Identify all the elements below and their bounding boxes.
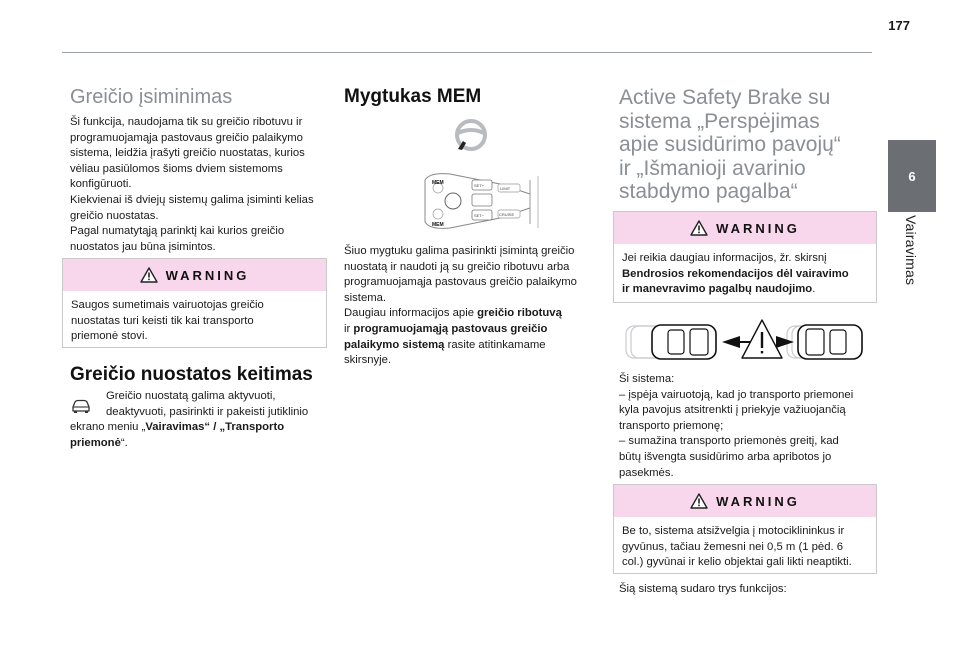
body-line: ir programuojamąją pastovaus greičio bbox=[344, 322, 548, 335]
body-line: Kiekvienai iš dviejų sistemų galima įsiminti kelias bbox=[70, 193, 314, 206]
front-car bbox=[798, 325, 862, 359]
warning-line: Be to, sistema atsižvelgia į motociklininkus ir bbox=[622, 525, 845, 537]
warning-box bbox=[62, 258, 327, 348]
warning-header bbox=[614, 485, 876, 517]
warning-box bbox=[613, 484, 877, 574]
body-line: programuojamąja pastovaus greičio palaikymo bbox=[70, 131, 303, 144]
body-line: Ši sistema: bbox=[619, 373, 675, 385]
section-active-safety-brake bbox=[619, 86, 869, 204]
warning-line: nuostatas turi keisti tik kai transporto bbox=[71, 314, 254, 327]
body-line: sistema, leidžia įrašyti greičio nuostatas, kurios bbox=[70, 147, 305, 160]
body-line: sistema. bbox=[344, 291, 387, 304]
section-mem-button bbox=[344, 86, 604, 108]
body-line: Greičio nuostatą galima aktyvuoti, bbox=[106, 390, 276, 402]
chapter-number: 6 bbox=[908, 168, 916, 184]
warning-body bbox=[614, 244, 876, 305]
body-line: ekrano meniu „Vairavimas“ / „Transporto bbox=[70, 421, 285, 434]
warning-body bbox=[614, 517, 876, 578]
mem-label-bottom: MEM bbox=[432, 222, 444, 228]
body-line: – sumažina transporto priemonės greitį, kad bbox=[619, 435, 839, 448]
warning-title: WARNING bbox=[165, 267, 250, 283]
page-number: 177 bbox=[888, 18, 910, 33]
section-speed-memorisation bbox=[70, 86, 330, 109]
warning-title: WARNING bbox=[716, 220, 800, 236]
warning-line: Bendrosios rekomendacijos dėl vairavimo bbox=[622, 267, 849, 280]
cruise-label: CRUISE bbox=[499, 212, 515, 217]
section-heading-line: sistema „Perspėjimas bbox=[619, 109, 820, 133]
rear-car bbox=[652, 325, 716, 359]
section-speed-setting-change bbox=[70, 364, 332, 386]
warning-triangle-icon bbox=[140, 267, 158, 283]
touchscreen-paragraph bbox=[70, 389, 332, 451]
warning-line: ir manevravimo pagalbų naudojimo. bbox=[622, 283, 816, 296]
body-line: nuostatą ir naudoti ją su greičio ribotuvu arba bbox=[344, 260, 570, 273]
cruise-control-stalk-illustration bbox=[420, 170, 545, 232]
mem-body bbox=[344, 244, 606, 369]
warning-triangle-icon bbox=[690, 493, 708, 509]
mem-label-top: MEM bbox=[432, 180, 444, 186]
collision-warning-illustration bbox=[622, 316, 872, 366]
warning-line: gyvūnus, tačiau žemesni nei 0,5 m (1 pėd. 6 bbox=[622, 540, 844, 553]
section-body bbox=[70, 115, 332, 255]
body-line: vėliau pasiūlomos šioms dviem sistemoms bbox=[70, 162, 283, 175]
steering-wheel-icon bbox=[448, 118, 494, 152]
warning-header bbox=[63, 259, 326, 291]
body-line: konfigūruoti. bbox=[70, 178, 132, 191]
body-line: Šiuo mygtuku galima pasirinkti įsimintą greičio bbox=[344, 245, 575, 257]
section-heading-line: apie susidūrimo pavojų“ bbox=[619, 133, 841, 157]
header-divider bbox=[62, 52, 872, 53]
body-line: nuostatos jau būna įsimintos. bbox=[70, 240, 216, 253]
limit-label: LIMIT bbox=[500, 186, 511, 191]
warning-body bbox=[63, 291, 326, 352]
warning-box bbox=[613, 211, 877, 303]
section-heading: Greičio nuostatos keitimas bbox=[70, 364, 313, 385]
section-heading-line: stabdymo pagalba“ bbox=[619, 180, 798, 204]
body-line: priemonė“. bbox=[70, 436, 128, 449]
body-line: Daugiau informacijos apie greičio ribotuvą bbox=[344, 307, 562, 320]
section-heading-line: ir „Išmanioji avarinio bbox=[619, 156, 806, 180]
body-line: greičio nuostatas. bbox=[70, 209, 159, 222]
body-line: skirsnyje. bbox=[344, 354, 392, 367]
body-line: pasekmės. bbox=[619, 466, 674, 479]
body-line: deaktyvuoti, pasirinkti ir pakeisti jutiklinio bbox=[106, 405, 309, 418]
chapter-label-text: Vairavimas bbox=[903, 215, 919, 286]
system-description bbox=[619, 372, 881, 481]
section-heading: Mygtukas MEM bbox=[344, 86, 482, 107]
warning-title: WARNING bbox=[716, 493, 800, 509]
chapter-tab bbox=[888, 140, 936, 212]
body-line: kyla pavojus atsitrenkti į priekyje važiuojančią bbox=[619, 404, 846, 417]
body-line: Šią sistemą sudaro trys funkcijos: bbox=[619, 583, 787, 595]
set-plus-label: SET+ bbox=[474, 183, 485, 188]
body-line: Pagal numatytąją parinktį kai kurios greičio bbox=[70, 225, 285, 238]
functions-intro bbox=[619, 582, 881, 598]
body-line: palaikymo sistemą rasite atitinkamame bbox=[344, 338, 546, 351]
warning-triangle-icon bbox=[690, 220, 708, 236]
body-line: būtų išvengta susidūrimo arba apribotos jo bbox=[619, 450, 832, 463]
warning-line: Jei reikia daugiau informacijos, žr. skirsnį bbox=[622, 252, 827, 264]
chapter-label bbox=[903, 215, 923, 305]
warning-line: priemonė stovi. bbox=[71, 330, 148, 343]
warning-line: col.) gyvūnai ir kelio objektai gali likti neaptikti. bbox=[622, 556, 852, 569]
section-heading: Greičio įsiminimas bbox=[70, 86, 233, 108]
warning-header bbox=[614, 212, 876, 244]
body-line: – įspėja vairuotoją, kad jo transporto priemonei bbox=[619, 388, 854, 401]
set-minus-label: SET− bbox=[474, 213, 485, 218]
body-line: programuojamąja pastovaus greičio palaikymo bbox=[344, 276, 577, 289]
section-heading-line: Active Safety Brake su bbox=[619, 86, 831, 109]
warning-line: Saugos sumetimais vairuotojas greičio bbox=[71, 299, 264, 311]
body-line: transporto priemonę; bbox=[619, 419, 724, 432]
body-line: Ši funkcija, naudojama tik su greičio ribotuvu ir bbox=[70, 116, 303, 128]
